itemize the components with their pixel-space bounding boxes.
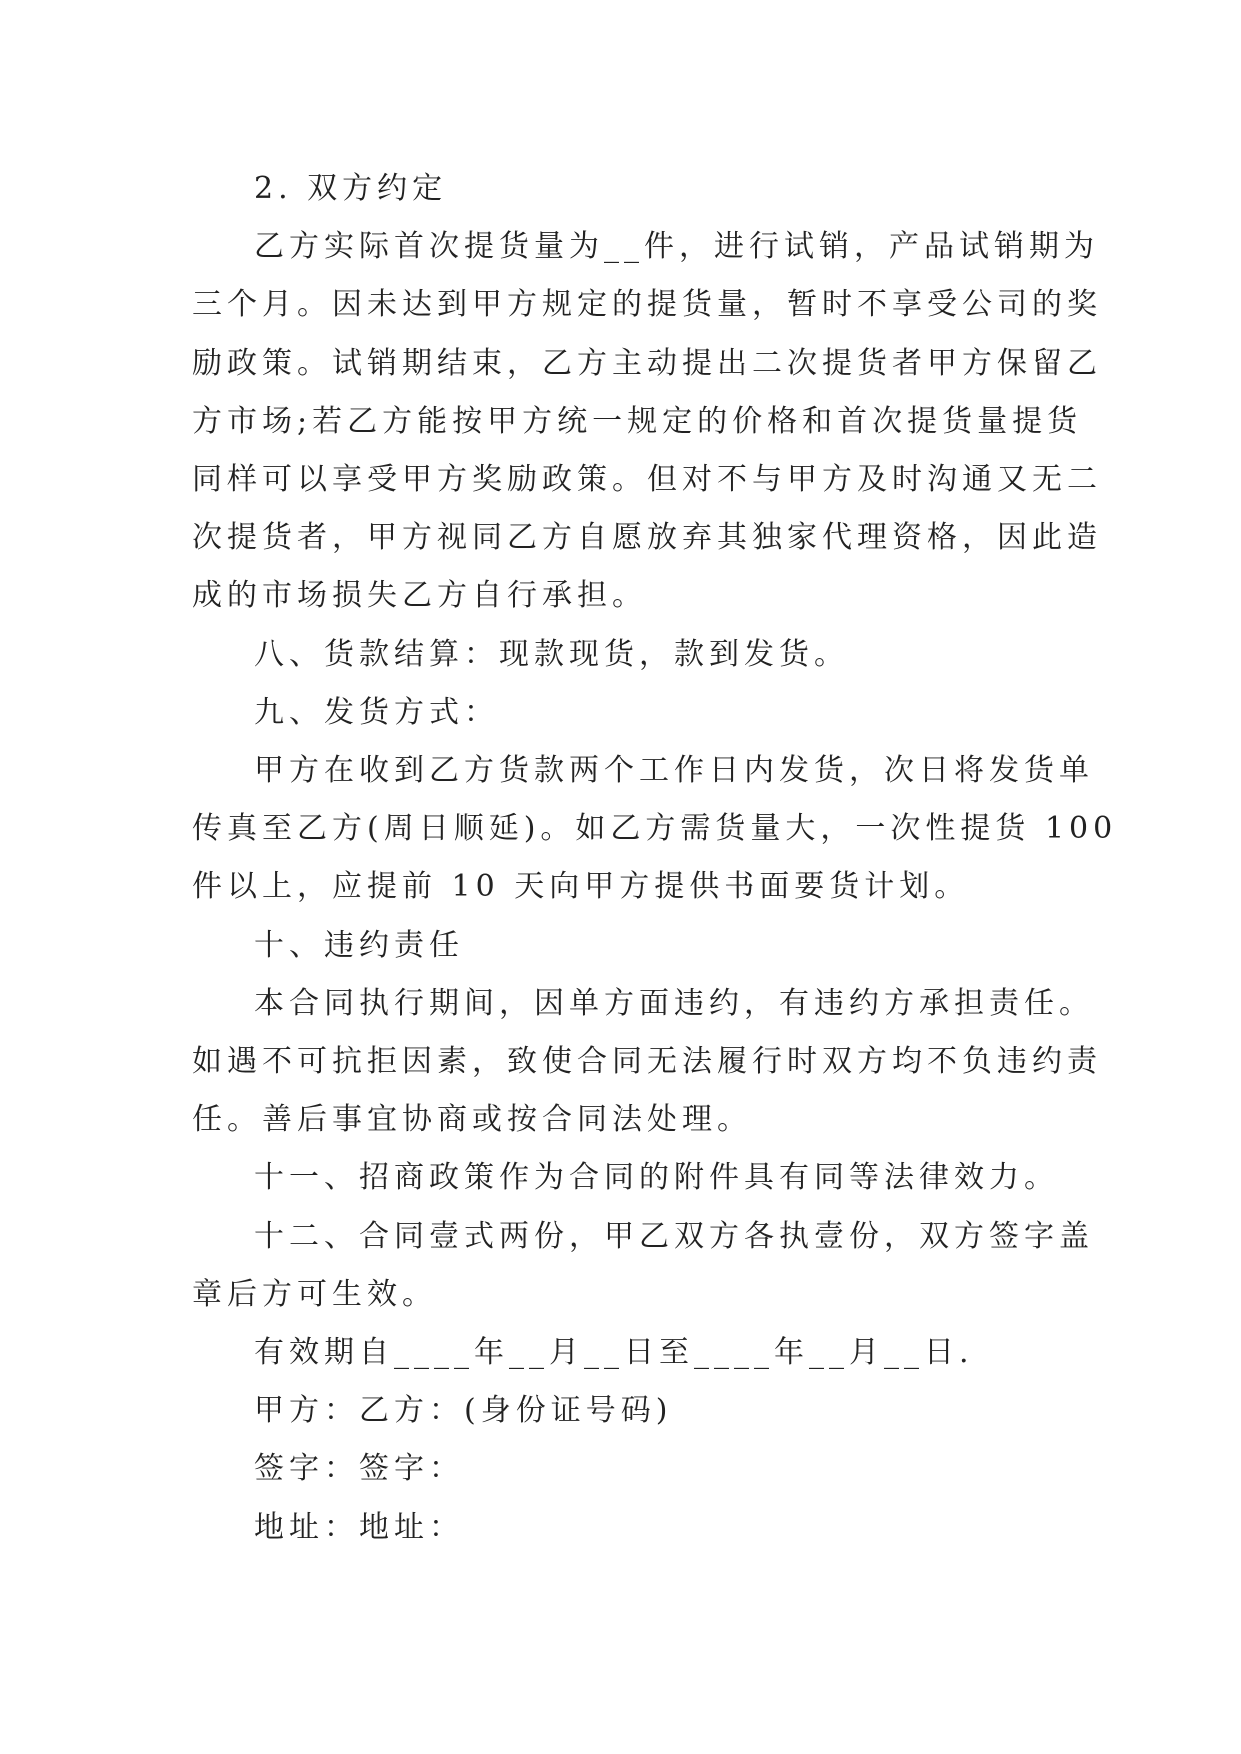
party-ids: 甲方：乙方：(身份证号码) — [254, 1393, 673, 1429]
clause-breach-liability: 十、违约责任 — [254, 927, 464, 963]
clause-contract-copies: 十二、合同壹式两份，甲乙双方各执壹份，双方签字盖 — [254, 1218, 1094, 1254]
paragraph-line: 乙方实际首次提货量为__件，进行试销，产品试销期为 — [254, 229, 1099, 265]
paragraph-line: 任。善后事宜协商或按合同法处理。 — [192, 1102, 752, 1138]
paragraph-line: 本合同执行期间，因单方面违约，有违约方承担责任。 — [254, 985, 1094, 1021]
paragraph-line: 成的市场损失乙方自行承担。 — [192, 578, 647, 614]
signature-line: 签字：签字： — [254, 1451, 464, 1487]
paragraph-line: 励政策。试销期结束，乙方主动提出二次提货者甲方保留乙 — [192, 345, 1102, 381]
paragraph-line: 章后方可生效。 — [192, 1276, 437, 1312]
validity-period: 有效期自____年__月__日至____年__月__日. — [254, 1335, 974, 1371]
paragraph-line: 件以上，应提前 10 天向甲方提供书面要货计划。 — [192, 869, 970, 905]
clause-payment-settlement: 八、货款结算：现款现货，款到发货。 — [254, 636, 849, 672]
document-body — [192, 160, 1118, 1557]
paragraph-line: 如遇不可抗拒因素，致使合同无法履行时双方均不负违约责 — [192, 1044, 1102, 1080]
paragraph-line: 同样可以享受甲方奖励政策。但对不与甲方及时沟通又无二 — [192, 462, 1102, 498]
section-heading-agreement: 2. 双方约定 — [254, 171, 448, 206]
address-line: 地址：地址： — [254, 1509, 464, 1545]
paragraph-line: 方市场;若乙方能按甲方统一规定的价格和首次提货量提货 — [192, 403, 1083, 439]
clause-delivery-method: 九、发货方式： — [254, 694, 499, 730]
paragraph-line: 三个月。因未达到甲方规定的提货量，暂时不享受公司的奖 — [192, 287, 1102, 323]
paragraph-line: 次提货者，甲方视同乙方自愿放弃其独家代理资格，因此造 — [192, 520, 1102, 556]
clause-investment-policy: 十一、招商政策作为合同的附件具有同等法律效力。 — [254, 1160, 1059, 1196]
paragraph-line: 传真至乙方(周日顺延)。如乙方需货量大，一次性提货 100 — [192, 811, 1118, 847]
paragraph-line: 甲方在收到乙方货款两个工作日内发货，次日将发货单 — [254, 753, 1094, 789]
